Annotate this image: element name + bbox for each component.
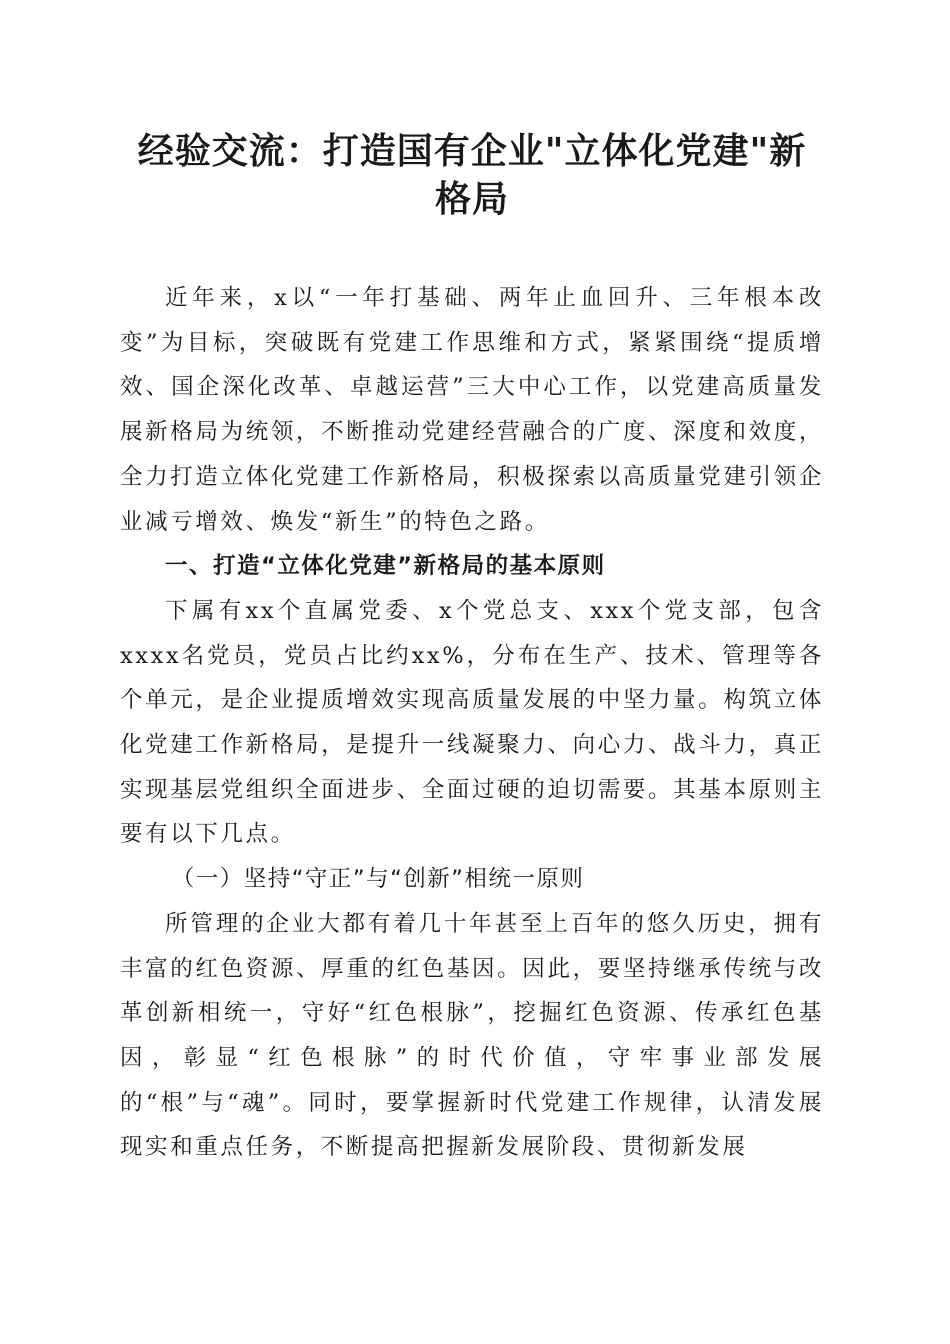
document-body: [120, 276, 824, 1170]
document-title: 经验交流：打造国有企业"立体化党建"新格局: [137, 131, 807, 220]
document-page: [120, 0, 824, 1344]
paragraph-intro: 近年来，x以“一年打基础、两年止血回升、三年根本改变”为目标，突破既有党建工作思维和方式，紧紧围绕“提质增效、国企深化改革、卓越运营”三大中心工作，以党建高质量发展新格局为统领，不断推动党建经营融合的广度、深度和效度，全力打造立体化党建工作新格局，积极探索以高质量党建引领企业减亏增效、焕发“新生”的特色之路。: [120, 285, 824, 535]
paragraph-subsection-1: 所管理的企业大都有着几十年甚至上百年的悠久历史，拥有丰富的红色资源、厚重的红色基因。因此，要坚持继承传统与改革创新相统一，守好“红色根脉”，挖掘红色资源、传承红色基因，彰显“红色根脉”的时代价值，守牢事业部发展的“根”与“魂”。同时，要掌握新时代党建工作规律，认清发展现实和重点任务，不断提高把握新发展阶段、贯彻新发展: [120, 910, 824, 1161]
section-heading-1: 一、打造“立体化党建”新格局的基本原则: [165, 553, 606, 580]
subsection-heading-1: （一）坚持“守正”与“创新”相统一原则: [171, 866, 585, 893]
paragraph-section-1: 下属有xx个直属党委、x个党总支、xxx个党支部，包含xxxx名党员，党员占比约xx%，分布在生产、技术、管理等各个单元，是企业提质增效实现高质量发展的中坚力量。构筑立体化党建工作新格局，是提升一线凝聚力、向心力、战斗力，真正实现基层党组织全面进步、全面过硬的迫切需要。其基本原则主要有以下几点。: [120, 597, 824, 848]
